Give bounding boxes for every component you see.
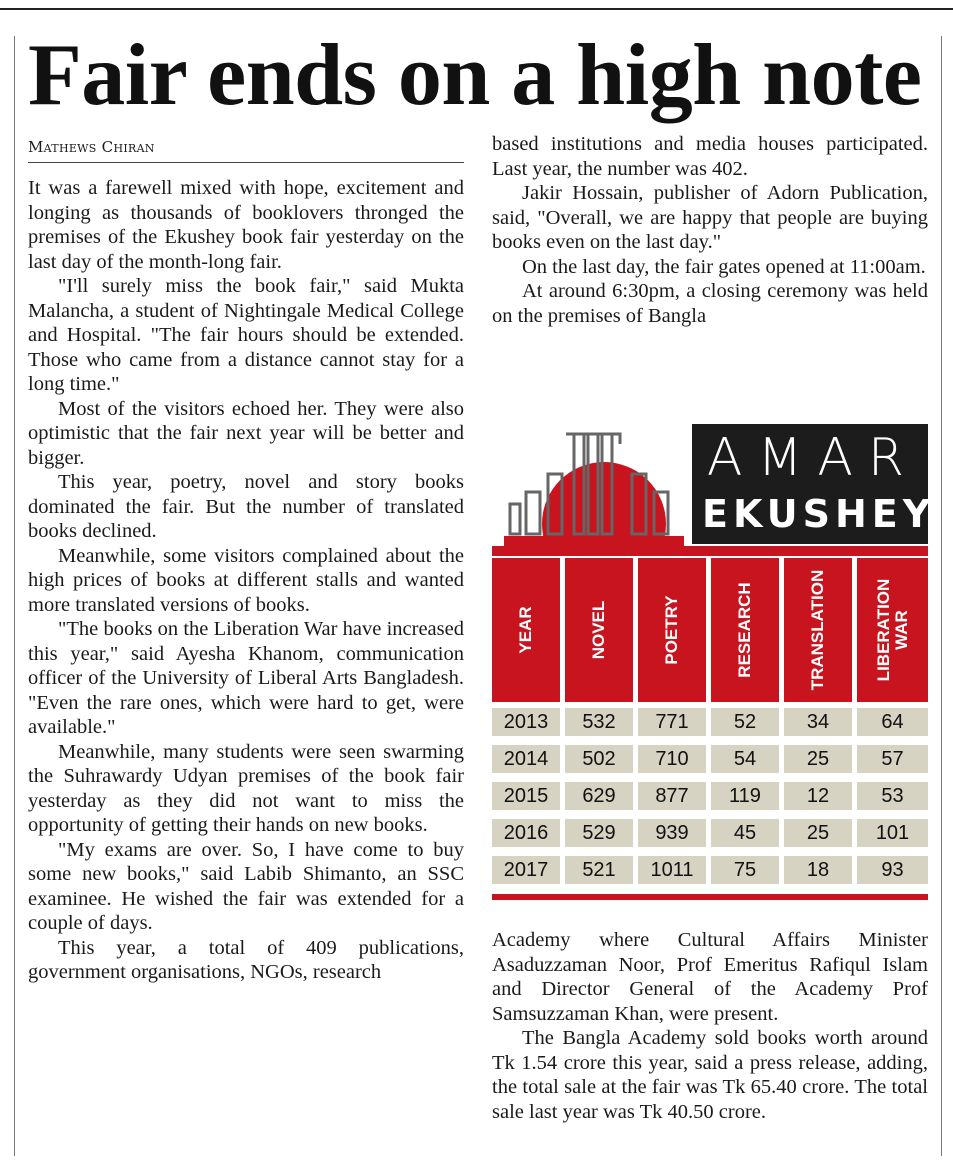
table-cell: 2013	[492, 708, 560, 736]
table-cell: 101	[857, 819, 928, 847]
table-cell: 2017	[492, 856, 560, 884]
table-cell: 12	[784, 782, 852, 810]
table-cell: 710	[638, 745, 706, 773]
paragraph: This year, poetry, novel and story books dominated the fair. But the number of translated books declined.	[28, 471, 464, 542]
right-column-rule	[941, 36, 942, 1156]
header-label: RESEARCH	[735, 582, 754, 678]
left-column-rule	[14, 36, 15, 1156]
headline: Fair ends on a high note	[28, 27, 922, 124]
byline: Mathews Chiran	[28, 138, 464, 163]
header-cell-research	[711, 558, 779, 702]
paragraph: based institutions and media houses participated. Last year, the number was 402.	[492, 133, 928, 180]
table-row	[492, 819, 928, 847]
article-column-2-top	[492, 132, 928, 328]
table-cell: 75	[711, 856, 779, 884]
table-cell: 502	[565, 745, 633, 773]
paragraph: On the last day, the fair gates opened at 11:00am.	[522, 255, 926, 278]
table-header-row	[492, 558, 928, 702]
header-label: LIBERATION WAR	[873, 578, 911, 682]
header-label: YEAR	[516, 606, 535, 654]
paragraph: Meanwhile, some visitors complained about the high prices of books at different stalls and wanted more translated versions of books.	[28, 544, 464, 616]
table-cell: 54	[711, 745, 779, 773]
shaheed-minar-illustration	[504, 424, 684, 546]
table-cell: 93	[857, 856, 928, 884]
table-cell: 2014	[492, 745, 560, 773]
article-column-1	[28, 176, 464, 985]
table-row	[492, 708, 928, 736]
table-row	[492, 856, 928, 884]
table-cell: 45	[711, 819, 779, 847]
graphic-title-ekushey: EKUSHEY	[702, 492, 936, 536]
table-cell: 64	[857, 708, 928, 736]
table-cell: 529	[565, 819, 633, 847]
header-cell-year	[492, 558, 560, 702]
table-cell: 629	[565, 782, 633, 810]
table-row	[492, 745, 928, 773]
table-cell: 521	[565, 856, 633, 884]
paragraph: "I'll surely miss the book fair," said Mukta Malancha, a student of Nightingale Medical College and Hospital. "The fair hours should be extended. Those who came from a distance cannot stay for a long time."	[28, 275, 464, 395]
table-cell: 119	[711, 782, 779, 810]
paragraph: Meanwhile, many students were seen swarming the Suhrawardy Udyan premises of the book fair yesterday as they did not want to miss the opportunity of getting their hands on new books.	[28, 740, 464, 836]
table-cell: 53	[857, 782, 928, 810]
table-cell: 52	[711, 708, 779, 736]
table-cell: 939	[638, 819, 706, 847]
top-rule	[0, 8, 953, 10]
header-label: TRANSLATION	[808, 569, 827, 691]
table-cell: 18	[784, 856, 852, 884]
table-cell: 57	[857, 745, 928, 773]
paragraph: "My exams are over. So, I have come to buy some new books," said Labib Shimanto, an SSC examinee. He wished the fair was extended for a couple of days.	[28, 838, 464, 934]
table-cell: 2015	[492, 782, 560, 810]
amar-ekushey-graphic	[492, 424, 936, 902]
table-cell: 532	[565, 708, 633, 736]
paragraph: At around 6:30pm, a closing ceremony was held on the premises of Bangla	[492, 280, 928, 327]
article-column-2-bottom	[492, 928, 928, 1124]
header-cell-novel	[565, 558, 633, 702]
header-cell-liberation-war	[857, 558, 928, 702]
table-cell: 2016	[492, 819, 560, 847]
header-label: POETRY	[662, 595, 681, 665]
table-cell: 771	[638, 708, 706, 736]
table-row	[492, 782, 928, 810]
header-label: NOVEL	[589, 600, 608, 660]
graphic-red-band	[492, 546, 928, 556]
header-cell-poetry	[638, 558, 706, 702]
paragraph: This year, a total of 409 publications, government organisations, NGOs, research	[28, 936, 464, 983]
table-cell: 877	[638, 782, 706, 810]
table-cell: 25	[784, 819, 852, 847]
paragraph: The Bangla Academy sold books worth around Tk 1.54 crore this year, said a press release, adding, the total sale at the fair was Tk 65.40 crore. The total sale last year was Tk 40.50 crore.	[492, 1027, 928, 1123]
header-cell-translation	[784, 558, 852, 702]
paragraph: "The books on the Liberation War have increased this year," said Ayesha Khanom, communication officer of the University of Liberal Arts Bangladesh. "Even the rare ones, which were hard to get, were available."	[28, 618, 464, 738]
table-cell: 25	[784, 745, 852, 773]
table-cell: 1011	[638, 856, 706, 884]
graphic-title-amar: AMAR	[706, 428, 920, 488]
paragraph: Most of the visitors echoed her. They were also optimistic that the fair next year will be better and bigger.	[28, 397, 464, 469]
paragraph: Academy where Cultural Affairs Minister Asaduzzaman Noor, Prof Emeritus Rafiqul Islam and Director General of the Academy Prof Samsuzzaman Khan, were present.	[492, 929, 928, 1025]
paragraph: Jakir Hossain, publisher of Adorn Publication, said, "Overall, we are happy that people are buying books even on the last day."	[492, 182, 928, 253]
graphic-bottom-band	[492, 894, 928, 900]
paragraph: It was a farewell mixed with hope, excitement and longing as thousands of booklovers thronged the premises of the Ekushey book fair yesterday on the last day of the month-long fair.	[28, 177, 464, 273]
table-cell: 34	[784, 708, 852, 736]
